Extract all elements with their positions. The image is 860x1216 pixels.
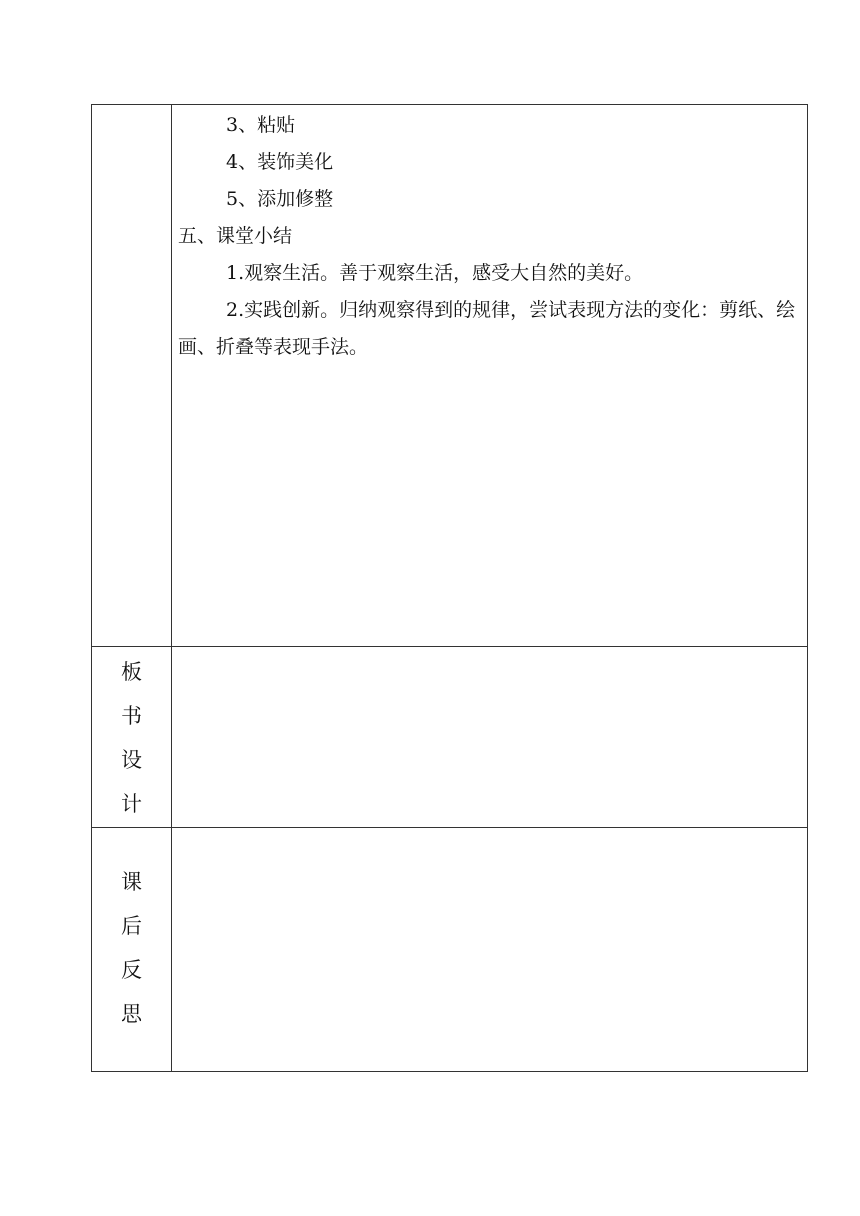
label-char: 课: [121, 870, 142, 894]
label-char: 后: [121, 914, 142, 938]
reflection-label: [92, 828, 171, 1036]
teaching-process-content-cell: [172, 105, 808, 647]
step-item: 5、添加修整: [226, 188, 334, 210]
label-char: 设: [121, 748, 142, 772]
reflection-row: [92, 828, 808, 1072]
teaching-process-row: [92, 105, 808, 647]
summary-point: 2.实践创新。归纳观察得到的规律，尝试表现方法的变化：剪纸、绘画、折叠等表现手法。: [178, 299, 796, 358]
reflection-label-cell: [92, 828, 172, 1072]
board-design-label: [92, 647, 171, 826]
reflection-content: [172, 828, 807, 830]
label-char: 反: [121, 958, 142, 982]
step-item: 4、装饰美化: [226, 151, 334, 173]
board-design-content: [172, 647, 807, 649]
section-title: 五、课堂小结: [178, 225, 293, 247]
board-design-content-cell[interactable]: [172, 647, 808, 828]
label-char: 书: [121, 704, 142, 728]
board-design-row: [92, 647, 808, 828]
lesson-plan-table: [91, 104, 808, 1072]
board-design-label-cell: [92, 647, 172, 828]
teaching-process-label-cell: [92, 105, 172, 647]
label-char: 板: [121, 660, 142, 684]
step-item: 3、粘贴: [226, 114, 296, 136]
label-char: 思: [121, 1002, 142, 1026]
reflection-content-cell[interactable]: [172, 828, 808, 1072]
summary-point: 1.观察生活。善于观察生活，感受大自然的美好。: [226, 262, 644, 284]
label-char: 计: [121, 792, 142, 816]
